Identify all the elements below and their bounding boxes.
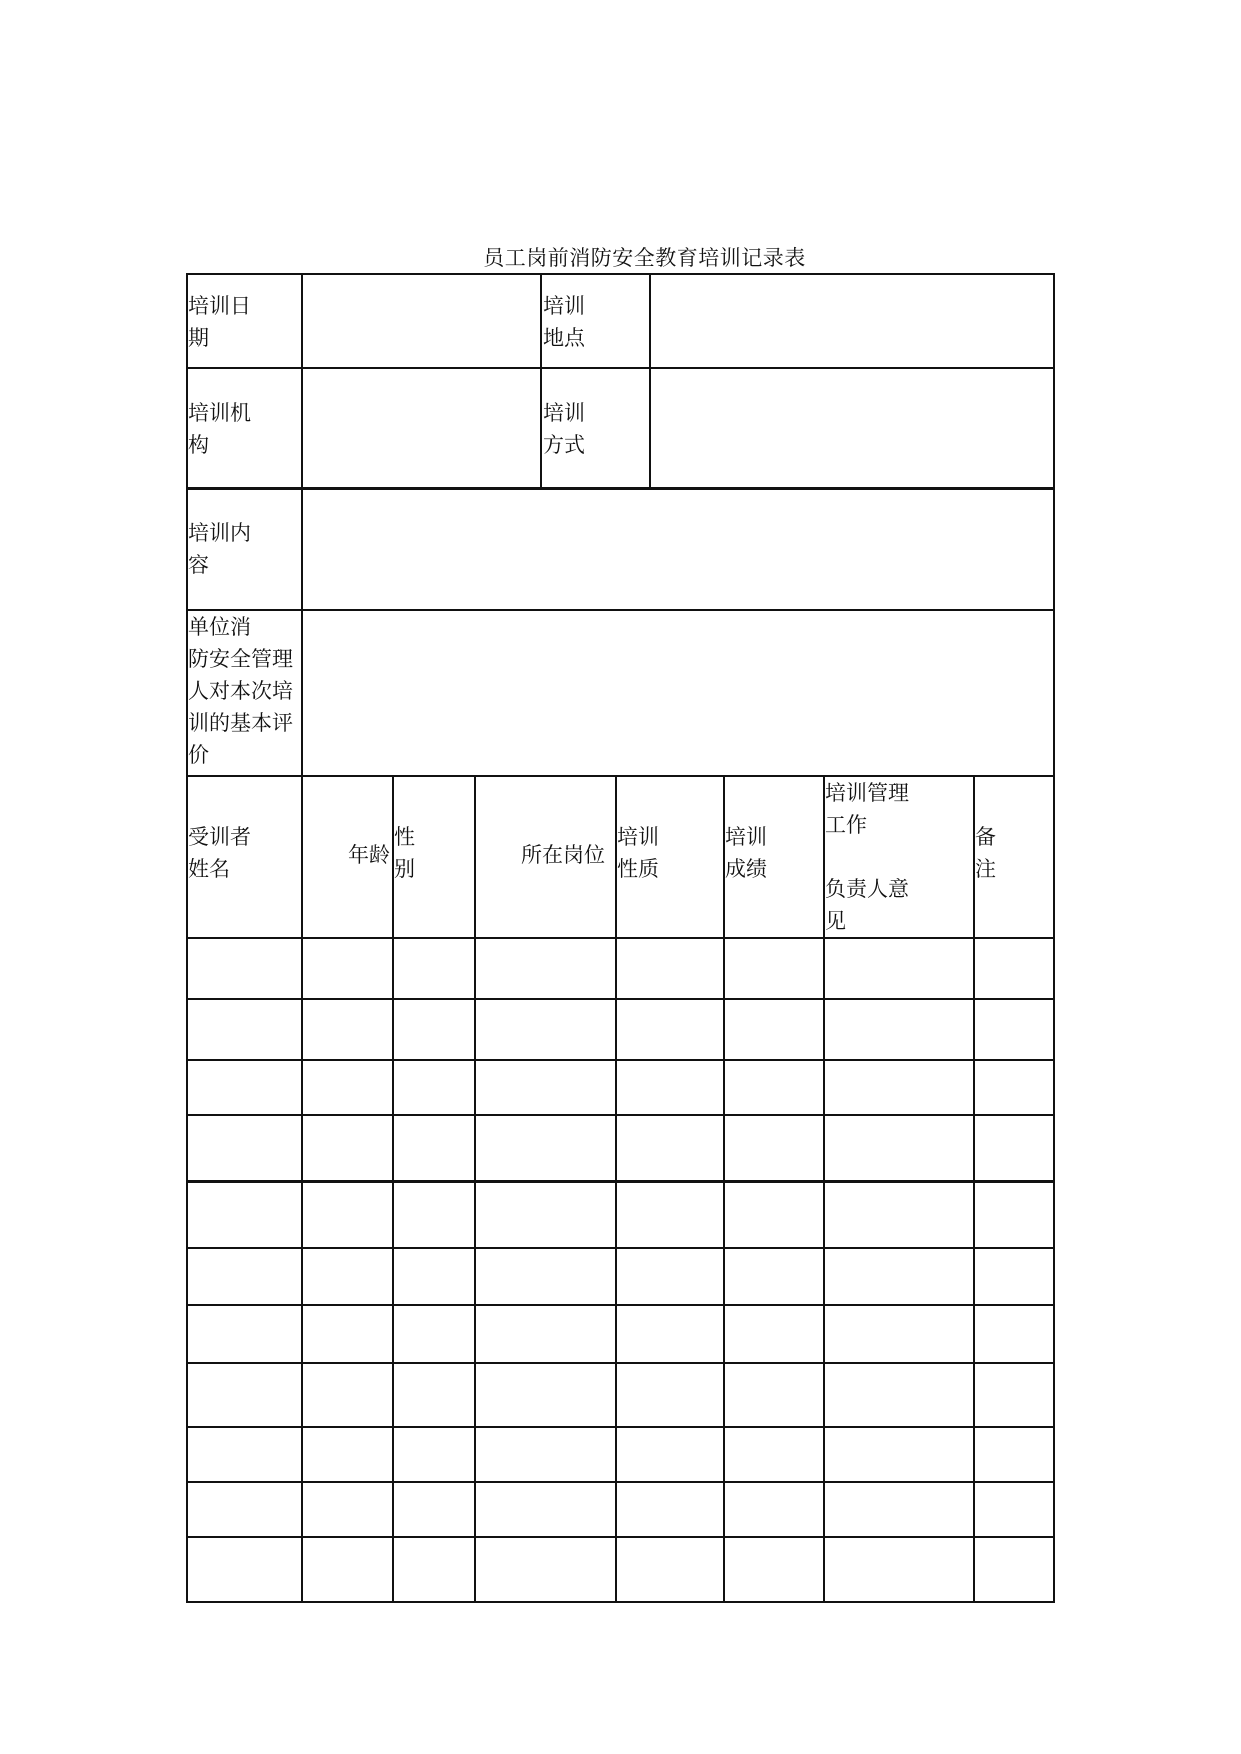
training-org-label: 培训机 构 xyxy=(188,401,251,457)
column-divider xyxy=(540,273,542,489)
header-manager-opinion: 培训管理 工作 负责人意 见 xyxy=(825,781,909,933)
header-trainee-name: 受训者 姓名 xyxy=(188,825,251,881)
header-position: 所在岗位 xyxy=(521,843,605,867)
evaluation-label: 单位消 防安全管理 人对本次培 训的基本评 价 xyxy=(188,615,293,767)
column-divider xyxy=(649,273,651,489)
training-content-label: 培训内 容 xyxy=(188,521,251,577)
training-date-field[interactable] xyxy=(304,275,538,367)
header-gender: 性 别 xyxy=(394,825,415,881)
table-row[interactable] xyxy=(188,1183,1053,1247)
header-training-score: 培训 成绩 xyxy=(725,825,767,881)
training-date-label: 培训日 期 xyxy=(188,294,251,350)
table-row[interactable] xyxy=(188,1538,1053,1601)
table-row[interactable] xyxy=(188,1428,1053,1481)
table-row[interactable] xyxy=(188,1483,1053,1536)
training-location-field[interactable] xyxy=(652,275,1052,367)
page-title: 员工岗前消防安全教育培训记录表 xyxy=(483,246,806,270)
table-row[interactable] xyxy=(188,1306,1053,1362)
training-location-label: 培训 地点 xyxy=(543,294,585,350)
training-method-field[interactable] xyxy=(652,369,1052,487)
training-method-label: 培训 方式 xyxy=(543,401,585,457)
table-row[interactable] xyxy=(188,1116,1053,1180)
table-row[interactable] xyxy=(188,939,1053,998)
table-row[interactable] xyxy=(188,1249,1053,1304)
table-row[interactable] xyxy=(188,1061,1053,1114)
evaluation-field[interactable] xyxy=(304,611,1052,774)
header-remark: 备 注 xyxy=(975,825,996,881)
table-border-bottom xyxy=(186,1601,1055,1603)
header-age: 年龄 xyxy=(348,843,390,867)
table-row[interactable] xyxy=(188,1364,1053,1426)
training-content-field[interactable] xyxy=(304,490,1052,608)
training-org-field[interactable] xyxy=(304,369,538,487)
header-training-nature: 培训 性质 xyxy=(617,825,659,881)
table-row[interactable] xyxy=(188,1000,1053,1059)
